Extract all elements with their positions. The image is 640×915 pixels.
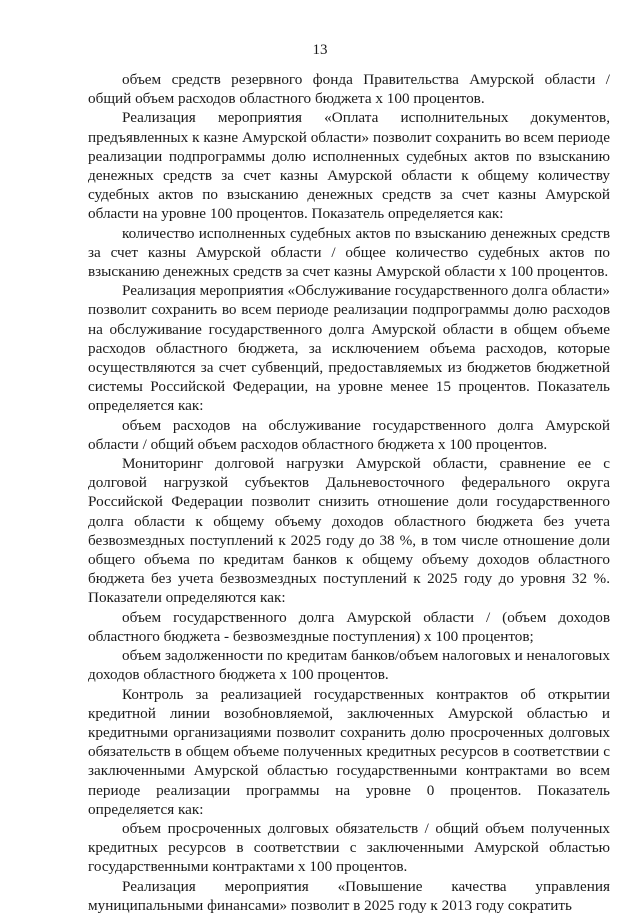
page-number: 13 bbox=[312, 42, 328, 58]
paragraph-municipal-finance: Реализация мероприятия «Повышение качества управления муниципальными финансами» позволит в 2025 году к 2013 году сократить bbox=[88, 877, 610, 914]
paragraph-credit-control: Контроль за реализацией государственных контрактов об открытии кредитной линии возобновляемой, заключенных Амурской областью и кредитными организациями позволит сохранить долю просроченных долговых обязательств в общем объеме полученных кредитных ресурсов в соответствии с заключенными Амурской областью государственными контрактами во всем периоде реализации программы на уровне 0 процентов. Показатель определяется как: bbox=[88, 685, 610, 818]
paragraph-court-acts: Реализация мероприятия «Оплата исполнительных документов, предъявленных к казне Амурской области» позволит сохранить во всем периоде реализации подпрограммы долю исполненных судебных актов по взысканию денежных средств за счет казны Амурской области к общему количеству судебных актов по взысканию денежных средств за счет казны Амурской области на уровне 100 процентов. Показатель определяется как: bbox=[88, 109, 610, 223]
paragraph-court-acts-formula: количество исполненных судебных актов по взысканию денежных средств за счет казны Амурской области / общее количество судебных актов по взысканию денежных средств за счет казны Амурской области х 100 процентов. bbox=[88, 224, 610, 281]
document-body bbox=[88, 70, 610, 915]
paragraph-overdue-formula: объем просроченных долговых обязательств / общий объем полученных кредитных ресурсов в соответствии с заключенными Амурской областью государственными контрактами х 100 процентов. bbox=[88, 819, 610, 876]
paragraph-debt-monitoring: Мониторинг долговой нагрузки Амурской области, сравнение ее с долговой нагрузкой субъектов Дальневосточного федерального округа Российской Федерации позволит снизить отношение доли государственного долга области к общему объему доходов областного бюджета без учета безвозмездных поступлений к 2025 году до 38 %, в том числе отношение доли общего объема по кредитам банков к общему объему доходов областного бюджета без учета безвозмездных поступлений к 2025 году до уровня 32 %. Показатели определяются как: bbox=[88, 455, 610, 607]
paragraph-reserve-fund-formula: объем средств резервного фонда Правительства Амурской области / общий объем расходов областного бюджета х 100 процентов. bbox=[88, 71, 610, 108]
paragraph-debt-service: Реализация мероприятия «Обслуживание государственного долга области» позволит сохранить во всем периоде реализации подпрограммы долю расходов на обслуживание государственного долга Амурской области в общем объеме расходов областного бюджета, за исключением объема расходов, которые осуществляются за счет субвенций, предоставляемых из бюджетов бюджетной системы Российской Федерации, на уровне менее 15 процентов. Показатель определяется как: bbox=[88, 282, 610, 415]
paragraph-debt-service-formula: объем расходов на обслуживание государственного долга Амурской области / общий объем расходов областного бюджета х 100 процентов. bbox=[88, 416, 610, 453]
paragraph-state-debt-formula: объем государственного долга Амурской области / (объем доходов областного бюджета - безвозмездные поступления) х 100 процентов; bbox=[88, 608, 610, 645]
paragraph-bank-loans-formula: объем задолженности по кредитам банков/объем налоговых и неналоговых доходов областного бюджета х 100 процентов. bbox=[88, 647, 610, 684]
